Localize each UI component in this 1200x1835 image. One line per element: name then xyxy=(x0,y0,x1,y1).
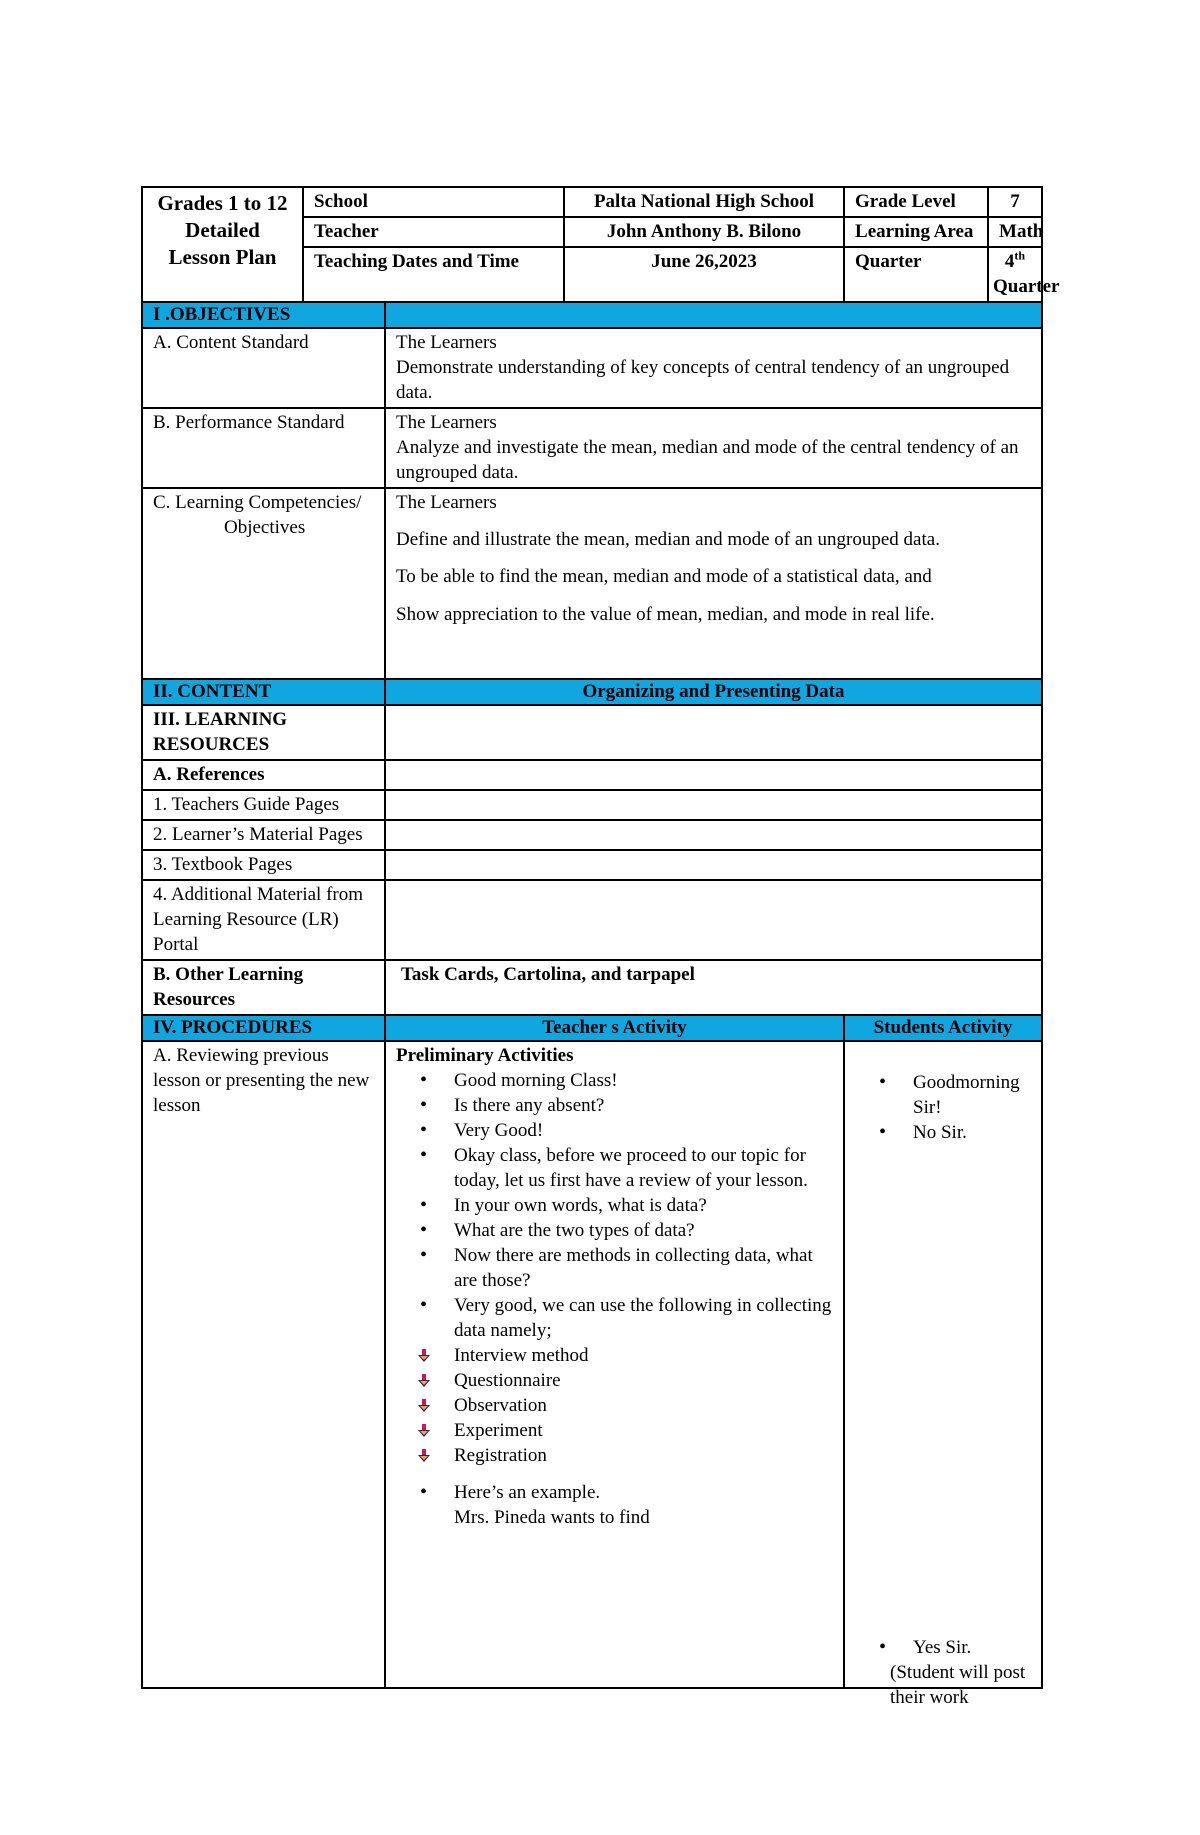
objectives-band: I .OBJECTIVES xyxy=(142,302,385,328)
student-yes-item: • Yes Sir. xyxy=(913,1635,1037,1660)
plan-title: Grades 1 to 12 Detailed Lesson Plan xyxy=(142,187,303,302)
preliminary-heading: Preliminary Activities xyxy=(396,1045,574,1066)
teachers-guide-value xyxy=(385,790,1042,820)
learners-material-value xyxy=(385,820,1042,850)
arrow-bullet-icon xyxy=(416,1373,432,1389)
textbook-value xyxy=(385,850,1042,880)
student-item: • Goodmorning Sir! xyxy=(913,1070,1031,1120)
teacher-item: • Very good, we can use the following in collecting data namely; xyxy=(454,1293,833,1343)
performance-standard-value: The Learners Analyze and investigate the mean, median and mode of the central tendency of an ungrouped data. xyxy=(385,408,1042,488)
teacher-example-item: • Here’s an example. Mrs. Pineda wants to find xyxy=(454,1480,833,1530)
teacher-item: • Very Good! xyxy=(454,1118,833,1143)
content-band-value: Organizing and Presenting Data xyxy=(385,679,1042,705)
resources-heading-value xyxy=(385,705,1042,760)
arrow-bullet-icon xyxy=(416,1348,432,1364)
other-resources-label: B. Other Learning Resources xyxy=(142,960,385,1015)
area-value: Math xyxy=(988,217,1042,247)
method-item: Questionnaire xyxy=(454,1368,833,1393)
objectives-band-fill xyxy=(385,302,1042,328)
additional-material-value xyxy=(385,880,1042,960)
competencies-label: C. Learning Competencies/ Objectives xyxy=(142,488,385,679)
textbook-label: 3. Textbook Pages xyxy=(142,850,385,880)
arrow-bullet-icon xyxy=(416,1448,432,1464)
grade-label: Grade Level xyxy=(844,187,988,217)
additional-material-label: 4. Additional Material from Learning Resource (LR) Portal xyxy=(142,880,385,960)
student-item: • No Sir. xyxy=(913,1120,1031,1145)
dates-value: June 26,2023 xyxy=(564,247,844,302)
competencies-value: The Learners Define and illustrate the mean, median and mode of an ungrouped data. To be able to find the mean, median and mode of a statistical data, and Show appreciation to the value of mean, median, and mode in real life. xyxy=(385,488,1042,679)
performance-standard-label: B. Performance Standard xyxy=(142,408,385,488)
teacher-item: • Good morning Class! xyxy=(454,1068,833,1093)
teacher-activity-cell xyxy=(385,1041,844,1688)
teacher-item: • In your own words, what is data? xyxy=(454,1193,833,1218)
resources-heading: III. LEARNING RESOURCES xyxy=(142,705,385,760)
method-item: Interview method xyxy=(454,1343,833,1368)
grade-value: 7 xyxy=(988,187,1042,217)
teacher-item: • What are the two types of data? xyxy=(454,1218,833,1243)
student-post-note: (Student will post their work xyxy=(890,1662,1026,1708)
teacher-item: • Okay class, before we proceed to our topic for today, let us first have a review of your lesson. xyxy=(454,1143,833,1193)
teacher-activity-header: Teacher s Activity xyxy=(385,1015,844,1041)
school-value: Palta National High School xyxy=(564,187,844,217)
method-item: Experiment xyxy=(454,1418,833,1443)
content-band: II. CONTENT xyxy=(142,679,385,705)
other-resources-value: Task Cards, Cartolina, and tarpapel xyxy=(385,960,1042,1015)
teacher-label: Teacher xyxy=(303,217,564,247)
arrow-bullet-icon xyxy=(416,1398,432,1414)
quarter-value: 4th Quarter xyxy=(988,247,1042,302)
teacher-value: John Anthony B. Bilono xyxy=(564,217,844,247)
teacher-item: • Now there are methods in collecting data, what are those? xyxy=(454,1243,833,1293)
student-activity-cell xyxy=(844,1041,1042,1708)
lesson-plan-document xyxy=(141,186,1060,1708)
lesson-plan-table xyxy=(141,186,1060,1708)
content-standard-label: A. Content Standard xyxy=(142,328,385,408)
student-activity-header: Students Activity xyxy=(844,1015,1042,1041)
method-item: Observation xyxy=(454,1393,833,1418)
content-standard-value: The Learners Demonstrate understanding of key concepts of central tendency of an ungrouped data. xyxy=(385,328,1042,408)
dates-label: Teaching Dates and Time xyxy=(303,247,564,302)
teachers-guide-label: 1. Teachers Guide Pages xyxy=(142,790,385,820)
learners-material-label: 2. Learner’s Material Pages xyxy=(142,820,385,850)
procedures-band: IV. PROCEDURES xyxy=(142,1015,385,1041)
step-a-label: A. Reviewing previous lesson or presenting the new lesson xyxy=(142,1041,385,1688)
references-value xyxy=(385,760,1042,790)
arrow-bullet-icon xyxy=(416,1423,432,1439)
teacher-item: • Is there any absent? xyxy=(454,1093,833,1118)
method-item: Registration xyxy=(454,1443,833,1468)
references-label: A. References xyxy=(142,760,385,790)
area-label: Learning Area xyxy=(844,217,988,247)
quarter-label: Quarter xyxy=(844,247,988,302)
school-label: School xyxy=(303,187,564,217)
